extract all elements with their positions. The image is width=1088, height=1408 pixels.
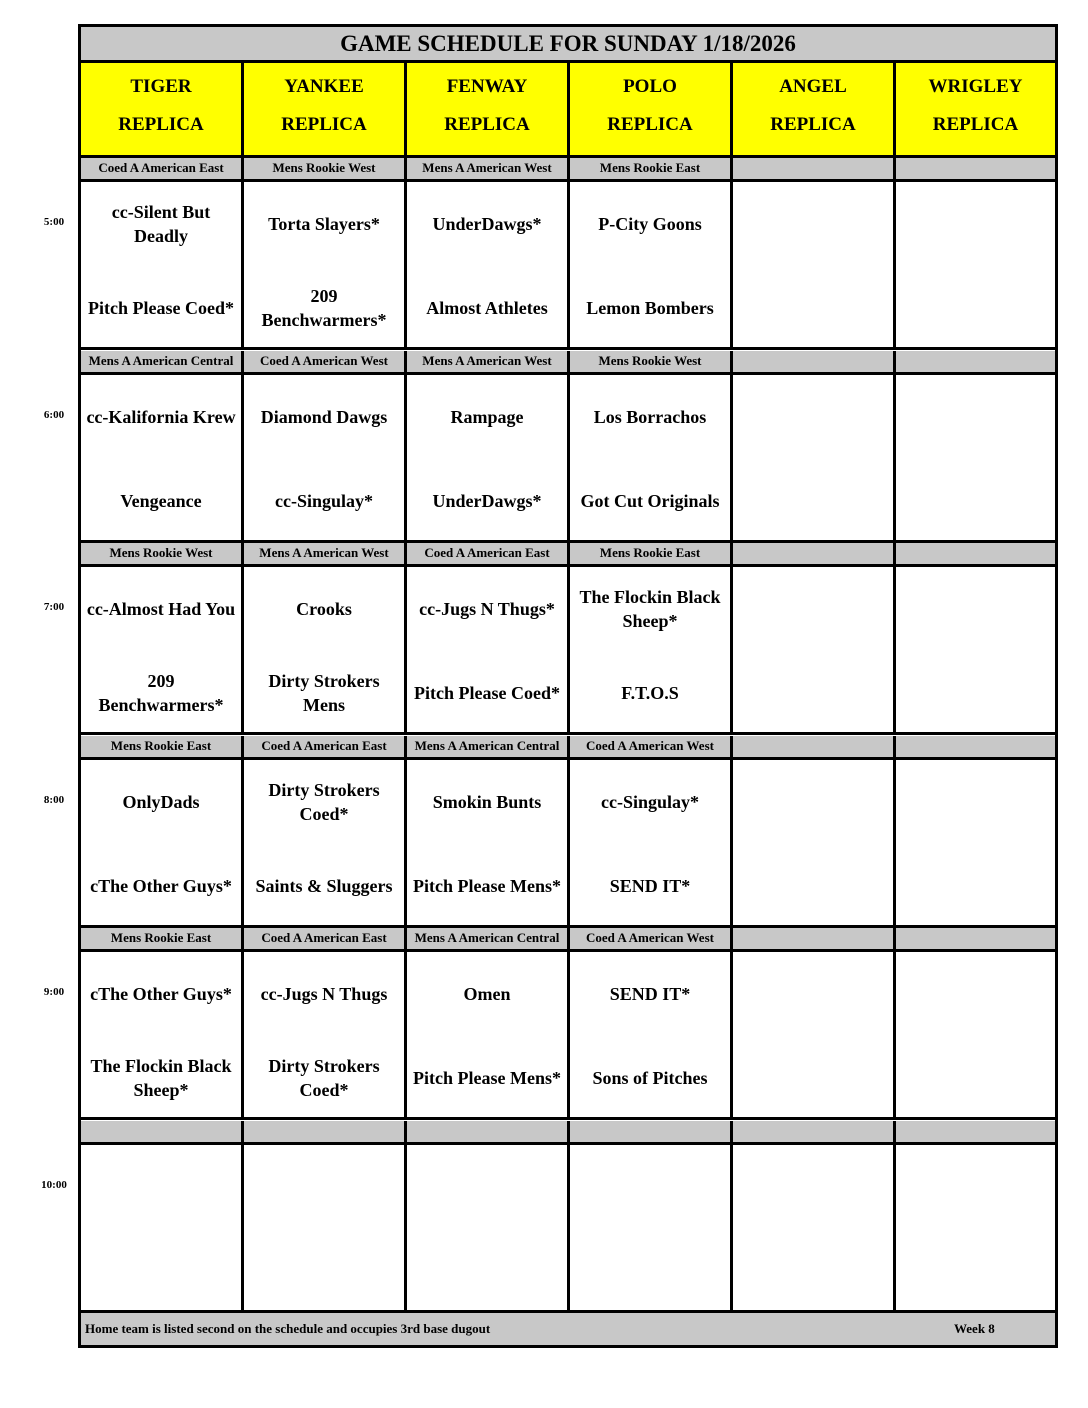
away-team — [733, 375, 893, 459]
division-label — [733, 736, 896, 760]
game-cell — [244, 182, 407, 350]
division-label: Mens A American Central — [81, 351, 244, 375]
game-cell — [81, 182, 244, 350]
time-label: 8:00 — [43, 794, 65, 806]
home-team — [733, 266, 893, 350]
game-cell — [244, 952, 407, 1120]
schedule-table — [78, 24, 1058, 1348]
away-team: Omen — [463, 984, 511, 1004]
away-team: UnderDawgs* — [432, 214, 542, 234]
division-label: Mens Rookie West — [81, 543, 244, 567]
division-label: Coed A American West — [570, 928, 733, 952]
away-team: cc-Silent But Deadly — [111, 202, 211, 246]
division-label — [733, 543, 896, 567]
home-team: Vengeance — [120, 491, 202, 511]
home-team: The Flockin Black Sheep* — [90, 1056, 232, 1100]
field-subtitle: REPLICA — [281, 114, 367, 135]
division-label: Mens Rookie West — [570, 351, 733, 375]
away-team — [896, 567, 1055, 651]
field-header-yankee — [244, 63, 407, 158]
home-team: SEND IT* — [609, 876, 691, 896]
away-team: cc-Jugs N Thugs — [260, 984, 388, 1004]
game-cell — [733, 375, 896, 543]
division-label — [896, 736, 1055, 760]
home-team: Almost Athletes — [426, 298, 548, 318]
game-cell — [896, 1145, 1055, 1313]
away-team: cc-Almost Had You — [86, 599, 236, 619]
time-label: 6:00 — [43, 409, 65, 421]
field-subtitle: REPLICA — [932, 114, 1019, 135]
away-team — [896, 1145, 1055, 1229]
home-team: Pitch Please Mens* — [413, 876, 561, 896]
game-cell — [733, 760, 896, 928]
home-team: Dirty Strokers Coed* — [268, 1056, 380, 1100]
home-team — [896, 459, 1055, 543]
division-label: Mens A American West — [407, 351, 570, 375]
game-cell — [570, 375, 733, 543]
time-label: 10:00 — [41, 1179, 67, 1191]
game-cell — [81, 567, 244, 735]
home-team — [570, 1229, 730, 1313]
field-name: WRIGLEY — [928, 76, 1023, 97]
home-team — [733, 651, 893, 735]
field-header-polo — [570, 63, 733, 158]
home-team: Pitch Please Coed* — [414, 683, 560, 703]
game-cell — [570, 567, 733, 735]
away-team — [733, 567, 893, 651]
field-name: TIGER — [130, 76, 192, 97]
home-team: cThe Other Guys* — [90, 876, 232, 896]
away-team: Smokin Bunts — [432, 792, 542, 812]
home-team: 209 Benchwarmers* — [261, 286, 387, 330]
game-cell — [81, 952, 244, 1120]
game-cell — [896, 182, 1055, 350]
field-subtitle: REPLICA — [770, 114, 856, 135]
away-team: Diamond Dawgs — [260, 407, 388, 427]
division-label: Mens Rookie West — [244, 158, 407, 182]
game-cell — [407, 567, 570, 735]
division-label: Mens A American West — [407, 158, 570, 182]
division-label: Mens Rookie East — [81, 736, 244, 760]
away-team: Los Borrachos — [593, 407, 707, 427]
division-label: Mens Rookie East — [570, 543, 733, 567]
field-header-wrigley — [896, 63, 1055, 158]
division-label: Coed A American East — [244, 736, 407, 760]
game-cell — [407, 1145, 570, 1313]
away-team — [81, 1145, 241, 1229]
game-cell — [81, 1145, 244, 1313]
game-cell — [896, 760, 1055, 928]
division-label — [733, 1121, 896, 1145]
home-team — [733, 459, 893, 543]
away-team — [570, 1145, 730, 1229]
division-label: Mens A American West — [244, 543, 407, 567]
home-team: Dirty Strokers Mens — [268, 671, 380, 715]
division-label: Mens Rookie East — [570, 158, 733, 182]
home-team — [733, 1036, 893, 1120]
time-label: 9:00 — [43, 986, 65, 998]
week-label: Week 8 — [954, 1321, 995, 1336]
away-team: SEND IT* — [609, 984, 691, 1004]
game-cell — [81, 760, 244, 928]
game-cell — [733, 952, 896, 1120]
home-team — [407, 1229, 567, 1313]
schedule-title: GAME SCHEDULE FOR SUNDAY 1/18/2026 — [81, 27, 1055, 63]
field-subtitle: REPLICA — [607, 114, 693, 135]
game-cell — [407, 375, 570, 543]
division-label — [570, 1121, 733, 1145]
away-team: cc-Jugs N Thugs* — [419, 599, 555, 619]
division-label: Mens Rookie East — [81, 928, 244, 952]
home-team — [896, 266, 1055, 350]
away-team — [896, 182, 1055, 266]
division-label — [896, 543, 1055, 567]
away-team: The Flockin Black Sheep* — [579, 587, 721, 631]
home-team — [896, 1229, 1055, 1313]
game-cell — [244, 760, 407, 928]
division-label: Coed A American East — [81, 158, 244, 182]
game-cell — [244, 567, 407, 735]
division-label — [896, 1121, 1055, 1145]
division-label: Coed A American West — [244, 351, 407, 375]
away-team: cThe Other Guys* — [90, 984, 232, 1004]
footer-note: Home team is listed second on the schedule and occupies 3rd base dugout — [85, 1321, 491, 1336]
home-team: UnderDawgs* — [432, 491, 542, 511]
home-team: Pitch Please Mens* — [413, 1068, 561, 1088]
field-header-fenway — [407, 63, 570, 158]
away-team: Torta Slayers* — [268, 214, 380, 234]
home-team: 209 Benchwarmers* — [98, 671, 224, 715]
field-name: YANKEE — [284, 76, 364, 97]
home-team: Lemon Bombers — [586, 298, 714, 318]
home-team: Pitch Please Coed* — [88, 298, 234, 318]
game-cell — [570, 182, 733, 350]
away-team — [733, 952, 893, 1036]
game-cell — [896, 567, 1055, 735]
field-name: ANGEL — [779, 76, 847, 97]
game-cell — [733, 567, 896, 735]
game-cell — [407, 182, 570, 350]
division-label — [733, 158, 896, 182]
game-cell — [896, 952, 1055, 1120]
away-team: OnlyDads — [122, 792, 200, 812]
away-team — [733, 182, 893, 266]
away-team: Rampage — [450, 407, 524, 427]
home-team — [733, 1229, 893, 1313]
away-team — [896, 760, 1055, 844]
away-team — [733, 760, 893, 844]
division-label — [244, 1121, 407, 1145]
away-team — [244, 1145, 404, 1229]
field-name: FENWAY — [446, 76, 528, 97]
away-team — [733, 1145, 893, 1229]
division-label — [733, 351, 896, 375]
division-label — [896, 158, 1055, 182]
away-team: Crooks — [296, 599, 352, 619]
division-label — [81, 1121, 244, 1145]
game-cell — [570, 1145, 733, 1313]
division-label — [407, 1121, 570, 1145]
game-cell — [570, 952, 733, 1120]
home-team — [896, 1036, 1055, 1120]
field-header-angel — [733, 63, 896, 158]
away-team: P-City Goons — [598, 214, 702, 234]
game-cell — [733, 1145, 896, 1313]
game-cell — [896, 375, 1055, 543]
division-label: Coed A American East — [407, 543, 570, 567]
away-team: Dirty Strokers Coed* — [268, 780, 380, 824]
time-label: 5:00 — [43, 216, 65, 228]
away-team — [896, 375, 1055, 459]
home-team: cc-Singulay* — [274, 491, 373, 511]
division-label: Mens A American Central — [407, 928, 570, 952]
home-team — [733, 844, 893, 928]
game-cell — [407, 760, 570, 928]
field-name: POLO — [623, 76, 677, 97]
division-label: Coed A American East — [244, 928, 407, 952]
game-cell — [570, 760, 733, 928]
game-cell — [407, 952, 570, 1120]
game-cell — [244, 375, 407, 543]
away-team: cc-Kalifornia Krew — [86, 407, 236, 427]
division-label: Coed A American West — [570, 736, 733, 760]
game-cell — [733, 182, 896, 350]
division-label — [733, 928, 896, 952]
schedule-footer — [81, 1313, 1055, 1345]
time-label: 7:00 — [43, 601, 65, 613]
home-team: Sons of Pitches — [592, 1068, 708, 1088]
home-team — [81, 1229, 241, 1313]
game-cell — [244, 1145, 407, 1313]
division-label: Mens A American Central — [407, 736, 570, 760]
field-subtitle: REPLICA — [118, 114, 204, 135]
away-team: cc-Singulay* — [600, 792, 699, 812]
home-team: Got Cut Originals — [580, 491, 720, 511]
field-header-tiger — [81, 63, 244, 158]
home-team: F.T.O.S — [621, 683, 679, 703]
field-subtitle: REPLICA — [444, 114, 530, 135]
home-team — [896, 651, 1055, 735]
home-team: Saints & Sluggers — [255, 876, 393, 896]
home-team — [896, 844, 1055, 928]
away-team — [896, 952, 1055, 1036]
game-cell — [81, 375, 244, 543]
division-label — [896, 928, 1055, 952]
away-team — [407, 1145, 567, 1229]
home-team — [244, 1229, 404, 1313]
division-label — [896, 351, 1055, 375]
